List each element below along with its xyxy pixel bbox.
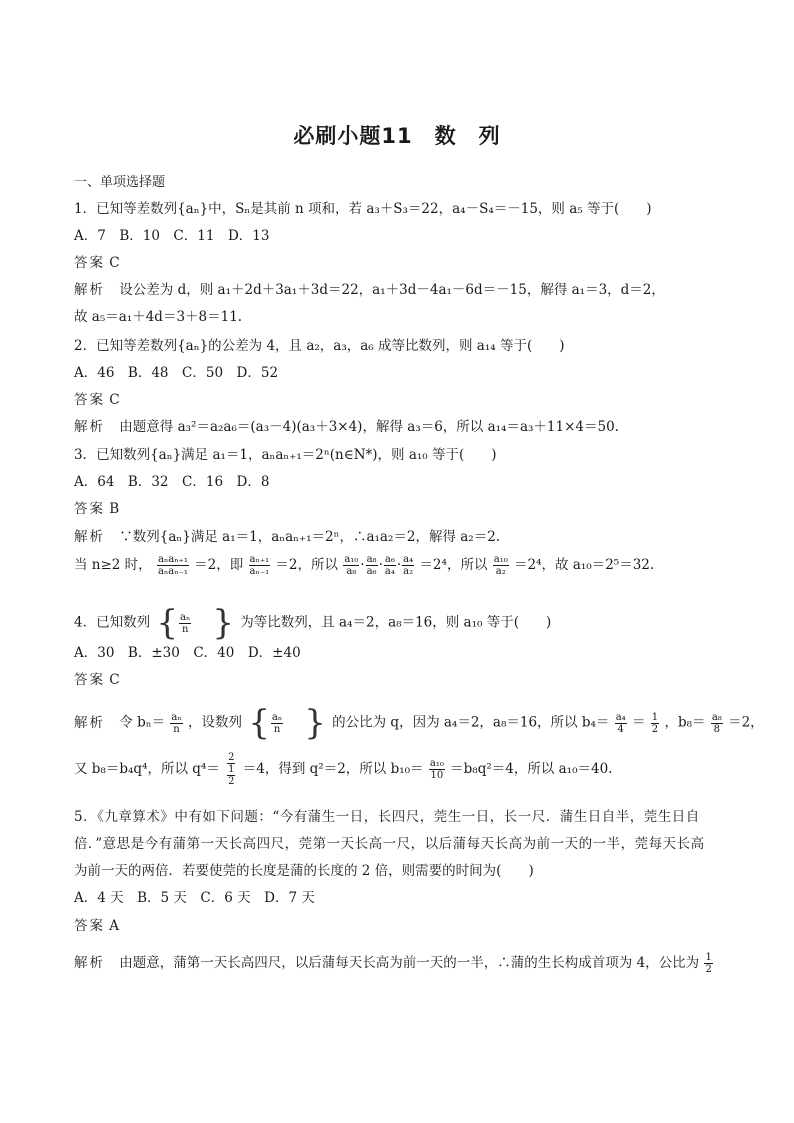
fraction <box>227 764 235 787</box>
frac-num: aₙaₙ₊₁ <box>157 554 188 565</box>
frac-num: a₄ <box>403 554 414 565</box>
analysis-label: 解析 <box>74 714 105 731</box>
fraction <box>384 554 396 577</box>
q1-answer-line <box>74 254 120 272</box>
compound-fraction <box>225 752 237 787</box>
answer-label: 答案 <box>74 255 105 271</box>
fraction <box>711 712 723 735</box>
frac-den: 10 <box>430 770 444 781</box>
q5-stem-line2: 倍．”意思是今有蒲第一天长高四尺，莞第一天长高一尺，以后蒲每天长高为前一天的一半，莞每天长高 <box>74 836 705 852</box>
answer-label: 答案 <box>74 918 105 934</box>
fraction <box>249 554 271 577</box>
frac-num: a₈ <box>711 711 722 723</box>
fraction <box>157 554 189 577</box>
frac-den: aₙ₋₁ <box>249 566 270 577</box>
q4-analysis-line2 <box>74 752 612 787</box>
q3-options: A．64 B．32 C．16 D．8 <box>74 474 270 490</box>
frac-den: a₆ <box>366 566 377 577</box>
q4-answer: C <box>109 672 120 688</box>
frac-den: n <box>181 623 189 635</box>
frac-num: a₁₀ <box>344 554 359 565</box>
frac-den: 4 <box>617 723 624 735</box>
q5-options: A．4 天 B．5 天 C．6 天 D．7 天 <box>74 890 315 906</box>
section-heading: 一、单项选择题 <box>74 175 166 190</box>
q4-l2-b: ＝4，得到 q²＝2，所以 b₁₀＝ <box>242 761 424 777</box>
frac-num: a₁₀ <box>429 758 444 769</box>
fraction <box>170 712 182 735</box>
answer-label: 答案 <box>74 501 105 517</box>
q5-answer: A <box>109 918 120 934</box>
q4-stem-suffix: 为等比数列，且 a₄＝2，a₈＝16，则 a₁₀ 等于( ) <box>240 614 552 631</box>
fraction <box>271 712 283 735</box>
page-title: 必刷小题11 数 列 <box>293 124 501 148</box>
q1-analysis-line1 <box>74 281 665 299</box>
q4-l2-a: 又 b₈＝b₄q⁴，所以 q⁴＝ <box>74 761 220 777</box>
frac-num: 1 <box>651 711 659 723</box>
sequence-bracket <box>156 603 234 643</box>
q4-l1-e: ，b₈＝ <box>664 714 706 731</box>
q2-analysis-line1 <box>74 418 619 436</box>
answer-label: 答案 <box>74 672 105 688</box>
frac-num: aₙ <box>171 711 182 723</box>
sequence-bracket <box>248 703 326 743</box>
frac-den <box>225 764 237 787</box>
q4-l1-d: ＝ <box>631 714 646 731</box>
frac-den: 2 <box>705 964 712 975</box>
left-brace: { <box>248 703 270 743</box>
q4-l1-c: 的公比为 q，因为 a₄＝2，a₈＝16，所以 b₄＝ <box>332 714 610 731</box>
q4-l1-g: ＝2， <box>728 714 764 731</box>
q3-a2-mid2: ＝2，所以 <box>275 557 339 573</box>
q4-answer-line <box>74 671 120 689</box>
q2-analysis-text1: 由题意得 a₃²＝a₂a₆＝(a₃－4)(a₃＋3×4)，解得 a₃＝6，所以 a₁₄＝a₃＋11×4＝50. <box>119 419 619 435</box>
frac-den: a₄ <box>384 566 395 577</box>
q5-analysis-text1: 由题意，蒲第一天长高四尺，以后蒲每天长高为前一天的一半，∴蒲的生长构成首项为 4，公比为 <box>119 955 700 971</box>
frac-num: a₆ <box>384 554 395 565</box>
analysis-label: 解析 <box>74 529 105 545</box>
frac-den: a₂ <box>495 566 506 577</box>
q3-analysis-line1 <box>74 528 500 546</box>
fraction <box>343 554 359 577</box>
answer-label: 答案 <box>74 392 105 408</box>
right-brace: } <box>304 703 326 743</box>
frac-num: aₙ <box>271 711 283 723</box>
q4-l1-b: ，设数列 <box>187 714 242 731</box>
q1-analysis-text1: 设公差为 d，则 a₁＋2d＋3a₁＋3d＝22，a₁＋3d－4a₁－6d＝－15，解得 a₁＝3，d＝2， <box>119 282 665 298</box>
q4-l1-a: 令 bₙ＝ <box>119 714 166 731</box>
q3-a2-mid3: ＝2⁴，所以 <box>419 557 488 573</box>
fraction <box>615 712 627 735</box>
q4-l2-c: ＝b₈q²＝4，所以 a₁₀＝40. <box>450 761 613 777</box>
frac-den: aₙaₙ₋₁ <box>157 566 188 577</box>
q1-stem: 1．已知等差数列{aₙ}中，Sₙ是其前 n 项和，若 a₃＋S₃＝22，a₄－S₄＝－15，则 a₅ 等于( ) <box>74 201 652 217</box>
fraction <box>704 952 712 975</box>
frac-num: aₙ <box>180 611 191 623</box>
fraction <box>429 758 445 781</box>
analysis-label: 解析 <box>74 419 105 435</box>
q4-stem <box>74 603 552 643</box>
fraction <box>402 554 414 577</box>
q5-answer-line <box>74 917 119 935</box>
frac-num: 2 <box>228 752 235 763</box>
q5-analysis-line1 <box>74 952 714 975</box>
frac-num: a₁₀ <box>493 554 508 565</box>
q4-stem-prefix: 4．已知数列 <box>74 614 151 631</box>
q3-answer-line <box>74 500 119 518</box>
frac-den: a₈ <box>346 566 357 577</box>
frac-num: aₙ₊₁ <box>249 554 270 565</box>
q3-stem: 3．已知数列{aₙ}满足 a₁＝1，aₙaₙ₊₁＝2ⁿ(n∈N*)，则 a₁₀ 等于( ) <box>74 447 497 463</box>
q4-options: A．30 B．±30 C．40 D．±40 <box>74 645 301 661</box>
q3-a2-mid1: ＝2，即 <box>194 557 244 573</box>
frac-num: a₄ <box>615 711 626 723</box>
q5-stem-line1: 5．《九章算术》中有如下问题：“今有蒲生一日，长四尺，莞生一日，长一尺．蒲生日自半，莞生日自 <box>74 809 700 825</box>
left-brace: { <box>156 603 179 643</box>
q1-answer: C <box>109 255 120 271</box>
fraction <box>366 554 378 577</box>
frac-den: 8 <box>713 723 720 735</box>
q1-analysis-line2: 故 a₅＝a₁＋4d＝3＋8＝11. <box>74 309 243 325</box>
q3-a2-prefix: 当 n≥2 时， <box>74 557 152 573</box>
q5-stem-line3: 为前一天的两倍．若要使莞的长度是蒲的长度的 2 倍，则需要的时间为( ) <box>74 863 534 879</box>
frac-num: a₈ <box>366 554 377 565</box>
q3-analysis-line2: 当 n≥2 时， aₙaₙ₊₁ aₙaₙ₋₁ ＝2，即 $\frac{\text{aₙ₊₁}}{\text{aₙ₋₁}}$ ＝2，所以 $\frac{\text{a₁₀}}{\text{a₈}}$ · $\frac{\text{a₈}}{\text{a₆}}$ · $\frac{\text{a₆}}{\text{a₄}}$ · $\frac{\text{a₄}}{\text{a₂}}$ ＝2⁴，所以 $\frac{\text{a₁₀}}{\text{a₂}}$ ＝2⁴，故 a₁₀＝2⁵＝32. <box>74 554 655 577</box>
fraction <box>651 712 659 735</box>
q3-answer: B <box>109 501 120 517</box>
q3-a2-end: ＝2⁴，故 a₁₀＝2⁵＝32. <box>514 557 655 573</box>
frac-den: n <box>273 723 281 735</box>
frac-den: 2 <box>651 723 659 735</box>
q2-stem: 2．已知等差数列{aₙ}的公差为 4，且 a₂，a₃，a₆ 成等比数列，则 a₁₄ 等于( ) <box>74 338 565 354</box>
frac-den: 2 <box>228 776 235 787</box>
q2-answer: C <box>109 392 120 408</box>
q2-options: A．46 B．48 C．50 D．52 <box>74 365 279 381</box>
frac-num: 1 <box>705 952 712 963</box>
frac-den: a₂ <box>403 566 414 577</box>
analysis-label: 解析 <box>74 282 105 298</box>
q1-options: A．7 B．10 C．11 D．13 <box>74 228 270 244</box>
q2-answer-line <box>74 391 120 409</box>
right-brace: } <box>212 603 234 643</box>
frac-den: n <box>173 723 180 735</box>
frac-num: 1 <box>228 764 235 775</box>
analysis-label: 解析 <box>74 955 105 971</box>
q4-analysis-line1 <box>74 703 764 743</box>
fraction <box>493 554 509 577</box>
q3-analysis-text1: ∵数列{aₙ}满足 a₁＝1，aₙaₙ₊₁＝2ⁿ，∴a₁a₂＝2，解得 a₂＝2. <box>119 529 501 545</box>
fraction <box>179 612 191 635</box>
